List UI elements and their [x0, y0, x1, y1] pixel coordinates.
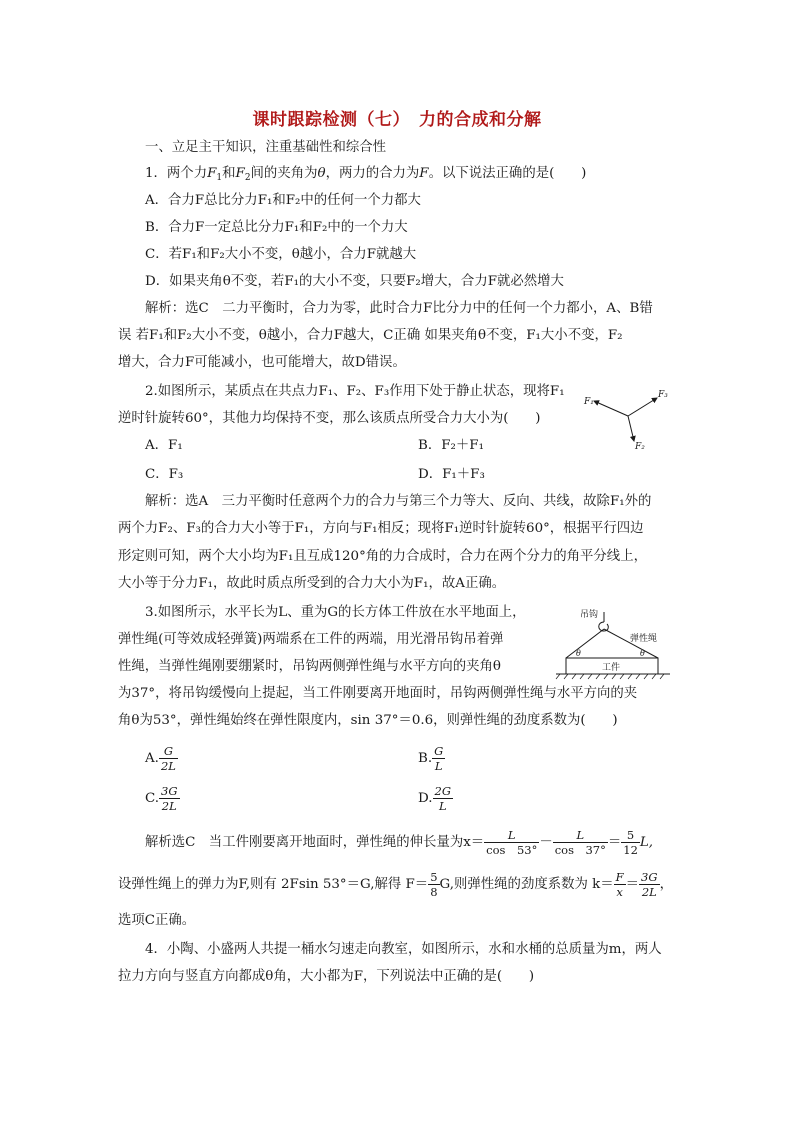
label-hook: 吊钩	[580, 610, 599, 620]
q1-stem: 1．两个力$F_1$和$F_2$间的夹角为θ，两力的合力为F。以下说法正确的是( )	[145, 166, 587, 183]
q2-option-a: A．F₁	[145, 438, 183, 453]
q2-analysis-line1: 解析：选A 三力平衡时任意两个力的合力与第三个力等大、反向、共线，故除F₁外的	[145, 494, 652, 509]
q3-analysis-line3: 选项C正确。	[118, 913, 196, 928]
label-theta-left: θ	[576, 649, 581, 658]
force-f3-arrow	[628, 398, 657, 416]
q1-analysis-line1: 解析：选C 二力平衡时，合力为零，此时合力F比分力中的任何一个力都小，A、B错	[145, 301, 653, 316]
force-f1-arrow	[594, 401, 628, 416]
page-title: 课时跟踪检测（七） 力的合成和分解	[252, 110, 542, 130]
q2-stem-line1: 2.如图所示，某质点在共点力F₁、F₂、F₃作用下处于静止状态，现将F₁	[145, 384, 565, 399]
q1-option-b: B．合力F一定总比分力F₁和F₂中的一个力大	[145, 220, 408, 235]
q2-stem-line2: 逆时针旋转60°，其他力均保持不变，那么该质点所受合力大小为( )	[118, 411, 541, 426]
q1-option-a: A．合力F总比分力F₁和F₂中的任何一个力都大	[145, 193, 421, 208]
section-heading: 一、立足主干知识，注重基础性和综合性	[145, 140, 387, 155]
q3-stem-line2: 弹性绳(可等效成轻弹簧)两端系在工件的两端，用光滑吊钩吊着弹	[118, 632, 504, 647]
label-f3: F₃	[658, 390, 668, 400]
q3-hook-diagram	[552, 606, 682, 682]
q4-stem-line1: 4．小陶、小盛两人共提一桶水匀速走向教室，如图所示，水和水桶的总质量为m，两人	[145, 942, 662, 957]
q4-stem-line2: 拉力方向与竖直方向都成θ角，大小都为F，下列说法中正确的是( )	[118, 969, 535, 984]
q3-analysis-line2: 设弹性绳上的弹力为F,则有 2Fsin 53°＝G,解得 F＝ $\frac{5}{8}$ G,则弹性绳的劲度系数为 k＝ $\frac{F}{x}$ ＝ $\frac{3G}{2L}$ ，	[118, 870, 673, 899]
q2-analysis-line4: 大小等于分力F₁，故此时质点所受到的合力大小为F₁，故A正确。	[118, 576, 506, 591]
q3-stem-line3: 性绳，当弹性绳刚要绷紧时，吊钩两侧弹性绳与水平方向的夹角θ	[118, 659, 501, 674]
ground-hatch	[556, 674, 664, 679]
q3-stem-line4: 为37°，将吊钩缓慢向上提起，当工件刚要离开地面时，吊钩两侧弹性绳与水平方向的夹	[118, 686, 638, 701]
q2-option-c: C．F₃	[145, 467, 184, 482]
label-f2: F₂	[635, 442, 645, 452]
q3-stem-line1: 3.如图所示，水平长为L、重为G的长方体工件放在水平地面上，	[145, 605, 526, 620]
q1-analysis-line3: 增大，合力F可能减小，也可能增大，故D错误。	[118, 355, 406, 370]
force-f2-arrow	[628, 416, 634, 441]
q3-option-c: C. $\frac{3G}{2L}$	[145, 784, 178, 813]
q1-option-c: C．若F₁和F₂大小不变，θ越小，合力F就越大	[145, 247, 417, 262]
q2-force-diagram	[582, 386, 672, 454]
q2-option-b: B．F₂＋F₁	[418, 438, 484, 453]
label-workpiece: 工件	[602, 663, 621, 673]
rope-left	[566, 629, 604, 658]
q3-analysis-line1: 解析选C 当工件刚要离开地面时，弹性绳的伸长量为x＝ $\frac{L}{\cos 53^\circ}$ － $\frac{L}{\cos 37^\circ}$ ＝ $\frac{5}{12}$ L,	[145, 828, 654, 857]
q1-option-d: D．如果夹角θ不变，若F₁的大小不变，只要F₂增大，合力F就必然增大	[145, 274, 564, 289]
q2-analysis-line3: 形定则可知，两个大小均为F₁且互成120°角的力合成时，合力在两个分力的角平分线上，	[118, 549, 647, 564]
q3-option-a: A. $\frac{G}{2L}$	[145, 744, 176, 773]
q3-stem-line5: 角θ为53°，弹性绳始终在弹性限度内，sin 37°＝0.6，则弹性绳的劲度系数为( )	[118, 713, 618, 728]
label-theta-right: θ	[640, 649, 645, 658]
label-elastic-rope: 弹性绳	[630, 634, 658, 644]
q2-analysis-line2: 两个力F₂、F₃的合力大小等于F₁，方向与F₁相反；现将F₁逆时针旋转60°，根据平行四边	[118, 521, 644, 536]
q2-option-d: D．F₁＋F₃	[418, 467, 485, 482]
q3-option-d: D. $\frac{2G}{L}$	[418, 784, 452, 813]
label-f1: F₁	[584, 397, 594, 407]
q1-analysis-line2: 误 若F₁和F₂大小不变，θ越小，合力F越大，C正确 如果夹角θ不变，F₁大小不变，F₂	[118, 328, 623, 343]
q3-option-b: B. $\frac{G}{L}$	[418, 744, 444, 773]
